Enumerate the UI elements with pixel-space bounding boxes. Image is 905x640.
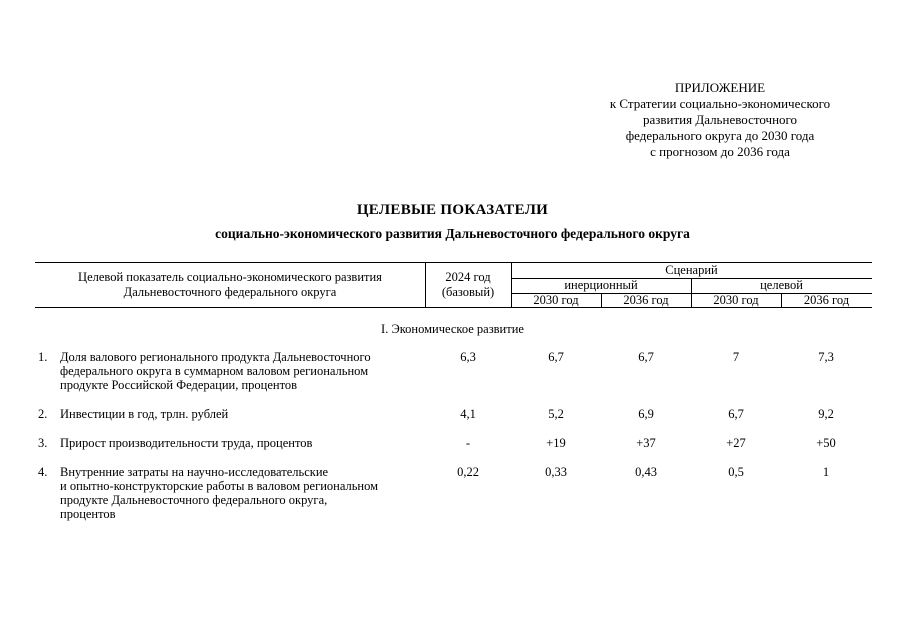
document-subtitle: социально-экономического развития Дальневосточного федерального округа bbox=[215, 226, 690, 241]
header-year: 2036 год bbox=[623, 293, 669, 307]
indicator-value: 7,3 bbox=[818, 350, 834, 364]
section-heading: I. Экономическое развитие bbox=[381, 322, 524, 336]
header-scenario: Сценарий bbox=[665, 263, 718, 277]
header-year: 2030 год bbox=[533, 293, 579, 307]
indicator-value: 6,7 bbox=[638, 350, 654, 364]
indicator-value: 6,7 bbox=[728, 407, 744, 421]
indicator-value: +37 bbox=[636, 436, 656, 450]
indicator-value: 1 bbox=[822, 465, 830, 479]
appendix-line: федерального округа до 2030 года bbox=[625, 128, 815, 143]
indicator-value: - bbox=[465, 436, 471, 450]
indicator-value: 5,2 bbox=[548, 407, 564, 421]
row-number: 3. bbox=[38, 436, 48, 450]
appendix-line: развития Дальневосточного bbox=[642, 112, 798, 127]
indicator-value: 0,43 bbox=[635, 465, 657, 479]
indicator-value: +50 bbox=[816, 436, 836, 450]
row-number: 1. bbox=[38, 350, 48, 364]
header-base-year: 2024 год (базовый) bbox=[441, 270, 495, 299]
header-target: целевой bbox=[760, 278, 803, 292]
indicator-value: 6,7 bbox=[548, 350, 564, 364]
indicator-value: 9,2 bbox=[818, 407, 834, 421]
indicator-value: +27 bbox=[726, 436, 746, 450]
indicator-value: 7 bbox=[732, 350, 740, 364]
row-number: 4. bbox=[38, 465, 48, 479]
header-year: 2036 год bbox=[803, 293, 850, 307]
indicator-value: +19 bbox=[546, 436, 566, 450]
appendix-line: с прогнозом до 2036 года bbox=[650, 144, 790, 159]
indicator-value: 0,5 bbox=[728, 465, 744, 479]
indicator-value: 6,9 bbox=[638, 407, 654, 421]
row-number: 2. bbox=[38, 407, 48, 421]
document-title: ЦЕЛЕВЫЕ ПОКАЗАТЕЛИ bbox=[356, 202, 549, 218]
header-year: 2030 год bbox=[713, 293, 759, 307]
indicator-value: 4,1 bbox=[460, 407, 476, 421]
header-inertial: инерционный bbox=[564, 278, 638, 292]
indicator-name: Доля валового регионального продукта Дальневосточного федерального округа в суммарном валовом региональном продукте Российской Федерации, процентов bbox=[60, 350, 371, 392]
indicator-name: Инвестиции в год, трлн. рублей bbox=[60, 407, 229, 421]
appendix-heading: ПРИЛОЖЕНИЕ bbox=[674, 80, 766, 95]
indicator-value: 0,33 bbox=[545, 465, 567, 479]
appendix-block bbox=[520, 80, 905, 160]
indicator-value: 0,22 bbox=[457, 465, 479, 479]
indicator-name: Прирост производительности труда, процентов bbox=[60, 436, 313, 450]
indicator-value: 6,3 bbox=[460, 350, 476, 364]
header-indicator: Целевой показатель социально-экономического развития Дальневосточного федерального округа bbox=[78, 270, 382, 299]
indicator-name: Внутренние затраты на научно-исследовательские и опытно-конструкторские работы в валовом региональном продукте Дальневосточного федерального округа, процентов bbox=[60, 465, 379, 521]
appendix-line: к Стратегии социально-экономического bbox=[609, 96, 831, 111]
